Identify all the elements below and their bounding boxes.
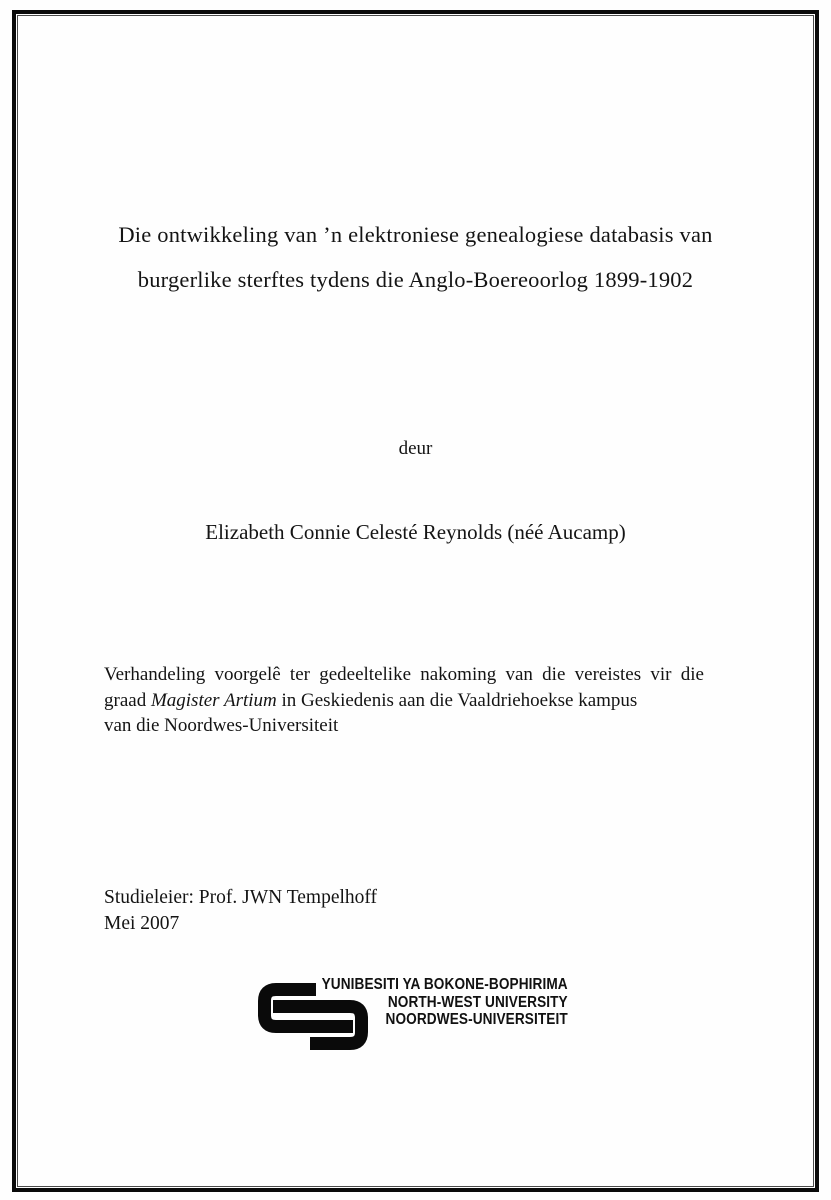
statement-line-2-post: in Geskiedenis aan die Vaaldriehoekse kampus [276,689,638,711]
date-line: Mei 2007 [104,913,180,934]
title-line-2: burgerlike sterftes tydens die Anglo-Boereoorlog 1899-1902 [137,267,694,292]
thesis-title [50,212,781,302]
degree-name: Magister Artium [150,689,277,711]
supervisor-line: Studieleier: Prof. JWN Tempelhoff [104,887,378,908]
author-name: Elizabeth Connie Celesté Reynolds (néé Aucamp) [205,520,626,544]
statement-line-2-pre: graad [104,689,151,711]
statement-line-3: van die Noordwes-Universiteit [104,715,339,736]
university-wordmark [322,976,568,1029]
byline: deur [398,438,433,459]
wordmark-line-2: NORTH-WEST UNIVERSITY [388,993,568,1011]
submission-statement [104,662,752,739]
wordmark-line-1: YUNIBESITI YA BOKONE-BOPHIRIMA [321,976,568,993]
title-line-1: Die ontwikkeling van ’n elektroniese genealogiese databasis van [118,222,713,247]
statement-line-2 [104,688,752,714]
wordmark-line-3: NOORDWES-UNIVERSITEIT [385,1011,568,1028]
statement-line-1: Verhandeling voorgelê ter gedeeltelike nakoming van die vereistes vir die [104,664,704,685]
